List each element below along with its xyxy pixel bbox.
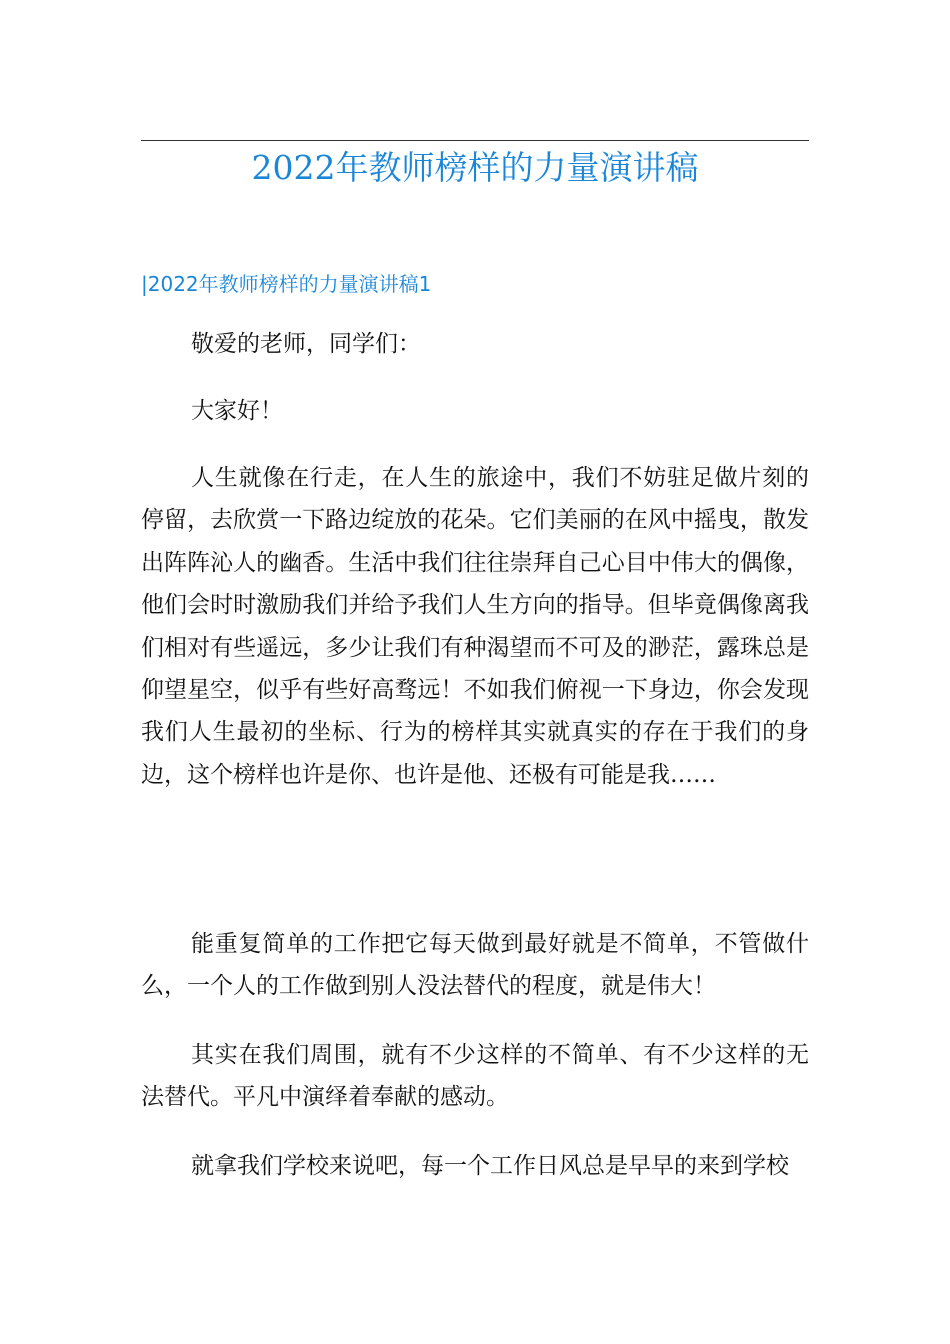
body-paragraph: 其实在我们周围，就有不少这样的不简单、有不少这样的无法替代。平凡中演绎着奉献的感动。 xyxy=(141,1042,809,1111)
section-heading: |2022年教师榜样的力量演讲稿1 xyxy=(141,272,432,296)
document-title: 2022年教师榜样的力量演讲稿 xyxy=(251,148,699,187)
body-paragraph: 人生就像在行走，在人生的旅途中，我们不妨驻足做片刻的停留，去欣赏一下路边绽放的花朵。它们美丽的在风中摇曳，散发出阵阵沁人的幽香。生活中我们往往崇拜自己心目中伟大的偶像，他们会时时激励我们并给予我们人生方向的指导。但毕竟偶像离我们相对有些遥远，多少让我们有种渴望而不可及的渺茫，露珠总是仰望星空，似乎有些好高骛远！不如我们俯视一下身边，你会发现我们人生最初的坐标、行为的榜样其实就真实的存在于我们的身边，这个榜样也许是你、也许是他、还极有可能是我…… xyxy=(141,465,809,788)
body-paragraph: 能重复简单的工作把它每天做到最好就是不简单，不管做什么，一个人的工作做到别人没法替代的程度，就是伟大！ xyxy=(141,931,809,1000)
body-paragraph: 就拿我们学校来说吧，每一个工作日风总是早早的来到学校 xyxy=(191,1153,789,1179)
greeting-paragraph: 大家好！ xyxy=(191,398,283,424)
salutation-paragraph: 敬爱的老师，同学们： xyxy=(191,331,421,357)
